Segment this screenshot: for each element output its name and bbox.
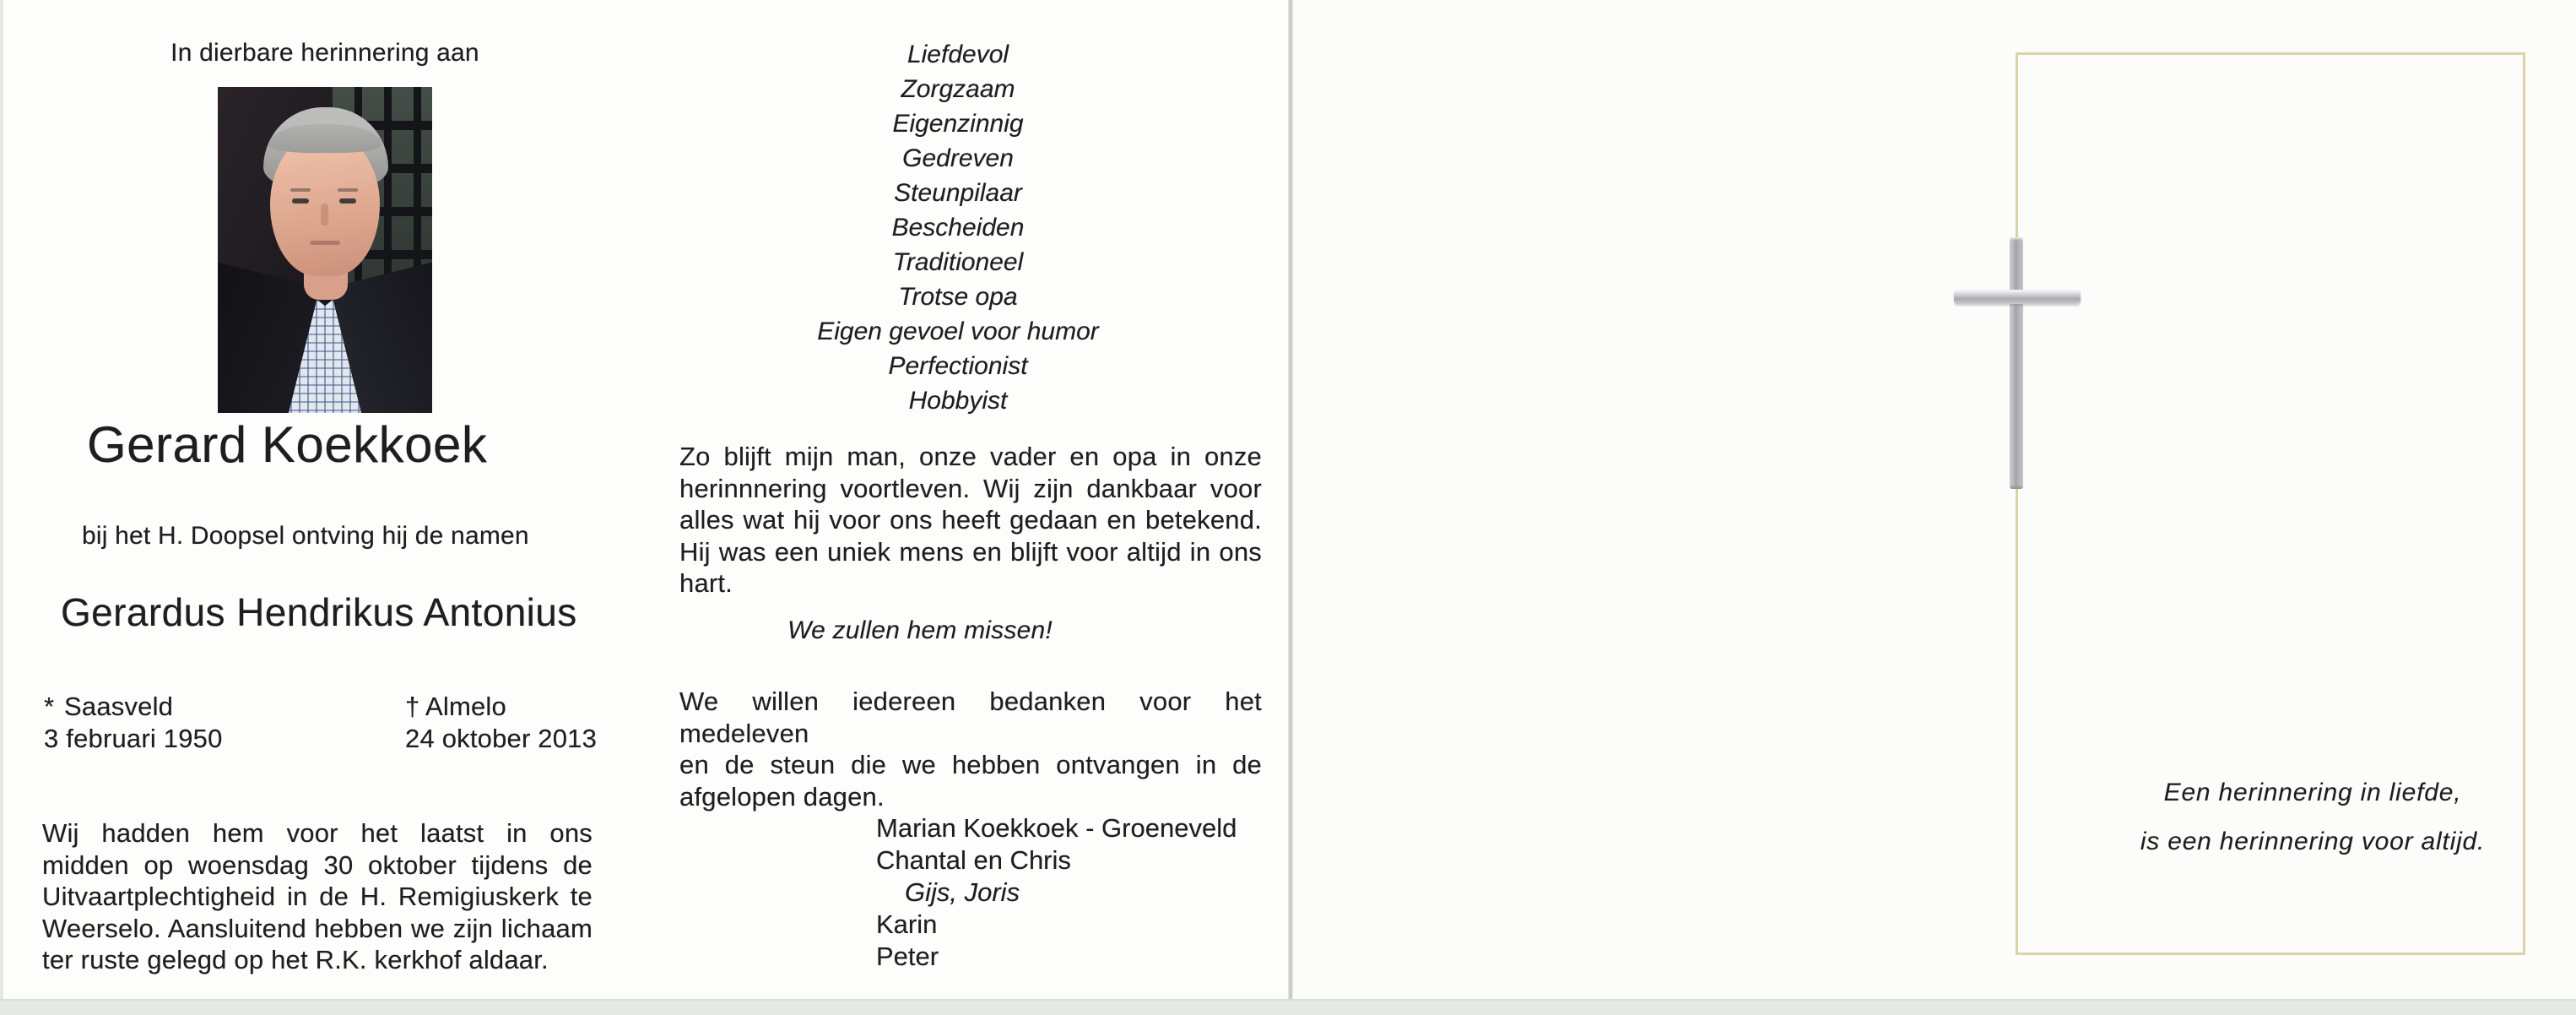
memory-line: herinnnering voortleven. Wij zijn dankbaar voor [679,473,1262,503]
quality-item: Eigen gevoel voor humor [817,318,1099,345]
photo-eye-left [292,198,309,204]
card-fold-seam [1288,0,1293,1013]
farewell-paragraph [42,817,593,976]
birth-date: 3 februari 1950 [44,723,223,753]
scan-left-edge [0,0,3,1013]
memory-line: Zo blijft mijn man, onze vader en opa in onze [679,442,1262,471]
family-member: Marian Koekkoek - Groeneveld [876,813,1237,843]
quality-item: Traditioneel [892,248,1024,276]
death-date: 24 oktober 2013 [405,723,598,753]
death-place-line [405,691,597,723]
deceased-name: Gerard Koekkoek [87,416,488,473]
birth-info [44,691,223,754]
family-names-list [876,812,1264,973]
missing-line: We zullen hem missen! [787,616,1053,644]
scan-bottom-edge [0,999,2576,1015]
thanks-line: We willen iedereen bedanken voor het medeleven [679,687,1262,748]
farewell-line: Weerselo. Aansluitend hebben we zijn lichaam [42,913,593,943]
quality-item: Gedreven [902,144,1014,172]
family-member: Gijs, Joris [905,877,1020,907]
page-title: In dierbare herinnering aan [170,39,479,67]
photo-eye-right [339,198,356,204]
photo-eyebrow-left [290,188,311,192]
quality-item: Hobbyist [908,387,1008,415]
decorative-frame-border [2016,52,2525,955]
photo-face [270,133,380,276]
farewell-line: ter ruste gelegd op het R.K. kerkhof aldaar. [42,945,549,974]
memory-paragraph [679,441,1262,600]
photo-eyebrow-right [338,188,358,192]
birth-place: Saasveld [64,692,174,721]
thanks-line: afgelopen dagen. [679,781,885,811]
family-member: Karin [876,909,938,939]
farewell-line: midden op woensdag 30 oktober tijdens de [42,849,593,880]
qualities-list [722,37,1194,418]
quality-item: Liefdevol [906,41,1009,68]
cross-vertical-bar [2010,237,2023,489]
thanks-paragraph [679,686,1262,812]
farewell-line: Wij hadden hem voor het laatst in ons [42,818,593,848]
quality-item: Trotse opa [898,283,1018,311]
quote-line-2: is een herinnering voor altijd. [2140,828,2486,855]
farewell-line: Uitvaartplechtigheid in de H. Remigiuskerk te [42,882,593,911]
death-place: Almelo [425,692,506,721]
cross-horizontal-bar [1954,290,2081,304]
photo-nose [321,204,328,225]
quality-item: Zorgzaam [901,75,1015,103]
birth-place-line [44,691,223,723]
death-cross-symbol: † [405,692,420,721]
memory-line: hart. [679,568,733,598]
memory-line: Hij was een uniek mens en blijft voor altijd in ons [679,536,1262,567]
quality-item: Perfectionist [888,352,1028,380]
portrait-photo [218,87,432,413]
quote-line-1: Een herinnering in liefde, [2163,779,2462,806]
christian-cross-icon [1954,237,2081,489]
birth-star-symbol: * [44,692,55,721]
family-member: Chantal en Chris [876,845,1071,875]
baptism-intro-line: bij het H. Doopsel ontving hij de namen [82,522,529,550]
quality-item: Bescheiden [891,214,1025,242]
photo-mouth [310,241,340,245]
quality-item: Eigenzinnig [892,110,1024,138]
baptism-names: Gerardus Hendrikus Antonius [61,590,577,634]
quality-item: Steunpilaar [894,179,1022,207]
thanks-line: en de steun die we hebben ontvangen in de [679,750,1262,779]
death-info [405,691,597,754]
memory-line: alles wat hij voor ons heeft gedaan en betekend. [679,505,1262,535]
family-member: Peter [876,942,939,971]
